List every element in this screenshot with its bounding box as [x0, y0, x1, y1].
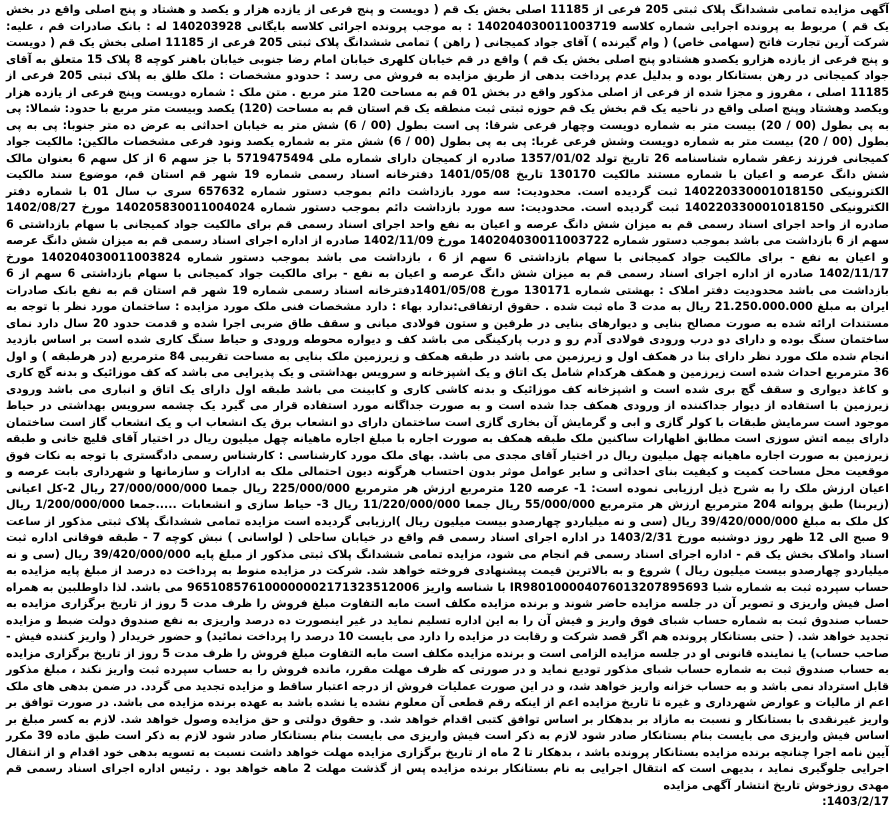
auction-notice-text: آگهی مزایده تمامی ششدانگ پلاک ثبتی 205 فرعی از 11185 اصلی بخش یک قم ( دویست و پنج فرعی از یازده هزار و یکصد و هشتاد و پنج اصلی واقع در بخش یک قم ) مربوط به پرونده اجرایی شماره کلاسه 140204030011003719 : به موجب پرونده اجرائی کلاسه بایگانی 140203928 له : بانک صادرات قم ، علیه: شرکت آرین تجارت فاتح (سهامی خاص) ( وام گیرنده ) آقای جواد کمیجانی ( راهن ) تمامی ششدانگ پلاک ثبتی 205 فرعی از 11185 اصلی بخش یک قم ( دویست و پنج فرعی از یازده هزارو یکصدو هشتادو پنج اصلی بخش یک قم ) واقع در قم خیابان کلهری خیابان امام رضا جنوبی خیابان باهنر کوچه 8 پلاک 15 متعلق به آقای جواد کمیجانی در رهن بستانکار بوده و بدلیل عدم پرداخت بدهی از طریق مزایده به فروش می رسد : حدودو مشخصات : ملک طلق به پلاک ثبتی 205 فرعی از 11185 اصلی ، مفروز و مجزا شده از فرعی از اصلی مذکور واقع در بخش 01 قم به مساحت 120 متر مربع . متن ملک : شماره دویست وپنج فرعی از یازده هزار ویکصد وهشتاد وپنج اصلی واقع در ناحیه یک قم بخش یک قم حوزه ثبتی ثبت منطقه یک قم استان قم به مساحت (120) یکصد وبیست متر مربع با حدود: شمالا: پی به پی بطول (00 / 20) بیست متر به شماره دویست وچهار فرعی شرقا: پی است بطول (00 / 6) شش متر به خیابان احداثی به عرض ده متر جنوبا: پی به پی بطول (00 / 20) بیست متر به شماره دویست وشش فرعی غربا: پی به پی بطول (00 / 6) شش متر به شماره یکصد ونود فرعی مشخصات مالکین: مالکیت جواد کمیجانی فرزند زعفر شماره شناسنامه 26 تاریخ تولد 1357/01/02 صادره از کمیجان دارای شماره ملی 5719475494 با جز سهم 6 از کل سهم 6 بعنوان مالک شش دانگ عرصه و اعیان با شماره مستند مالکیت 130170 تاریخ 1401/05/08 دفترخانه اسناد رسمی شماره 19 شهر قم استان قم، موضوع سند مالکیت الکترونیکی 140220330001018150 ثبت گردیده است. محدودیت: سه مورد بازداشت دائم بموجب دستور شماره 657632 سری ب سال 01 با شماره دفتر الکترونیکی 140220330001018150 ثبت گردیده است. محدودیت: سه مورد بازداشت دائم بموجب دستور شماره 140205830011004024 مورخ 1402/08/27 صادره از واحد اجرای اسناد رسمی قم به میزان شش دانگ عرصه و اعیان به نفع واحد اجرای اسناد رسمی قم برای مالکیت جواد کمیجانی با سهام بازداشتی 6 سهم از 6 بازداشت می باشد بموجب دستور شماره 140204030011003722 مورخ 1402/11/09 صادره از اداره اجرای اسناد رسمی قم به میزان شش دانگ عرصه و اعیان به نفع - برای مالکیت جواد کمیجانی با سهام بازداشتی 6 سهم از 6 ، بازداشت می باشد بموجب دستور شماره 140204030011003824 مورخ 1402/11/17 صادره از اداره اجرای اسناد رسمی قم به میزان شش دانگ عرصه و اعیان به نفع - برای مالکیت جواد کمیجانی با سهام بازداشتی 6 سهم از 6 بازداشت می باشد محدودیت دفتر املاک : بهشتی شماره 130171 مورخ 1401/05/08دفترخانه اسناد رسمی شماره 19 شهر قم استان قم به نفع بانک صادرات ایران به مبلغ 21.250.000.000 ریال به مدت 3 ماه ثبت شده . حقوق ارتفاقی:ندارد بهاء : دارد مشخصات فنی ملک مورد مزایده : ساختمان مورد نظر با توجه به مستندات ارائه شده به صورت مصالح بنایی و دیوارهای بنایی در طرفین و ستون فولادی میانی و سقف طاق ضربی اجرا شده و قدمت حدود 20 سال دارد نمای ساختمان سنگ بوده و دارای دو درب ورودی فولادی آدم رو و درب پارکینگی می باشد کف و دیواره محوطه ورودی و حیاط سنگ کاری شده است بر اساس بازدید انجام شده ملک مورد نظر دارای بنا در همکف اول و زیرزمین می باشد در طبقه همکف و زیرزمین ملک بنایی به مساحت تقریبی 84 مترمربع (در هرطبقه ) و اول 36 مترمربع احداث شده است زیرزمین و همکف هرکدام شامل یک اتاق و یک اشپزخانه و سرویس بهداشتی و یک پذیرایی می باشد که کف موزائیک و بدنه گچ کاری و کاغذ دیواری و سقف گچ بری شده است و اشپزخانه کف موزائیک و بدنه کاشی کاری و کابینت می باشد طبقه اول دارای یک اتاق و انباری می باشد ورودی زیرزمین با استفاده از دیوار جداکننده از ورودی همکف جدا شده است و به صورت جداگانه مورد استفاده قرار می گیرد یک چشمه سرویس بهداشتی در حیاط موجود است سرمایش طبقات با کولر گازی و ابی و گرمایش آن بخاری گازی است ساختمان دارای دو انشعاب برق یک انشعاب اب و یک انشعاب گاز است ساختمان دارای بیمه اتش سوزی است مطابق اظهارات ساکنین ملک طبقه همکف به صورت اجاره با مبلغ اجاره ماهیانه چهل میلیون ریال در اختیار آقای قلیچ خانی و طبقه زیرزمین به صورت اجاره ماهیانه چهل میلیون ریال در اختیار آقای مجدی می باشد. بهای ملک مورد کارشناسی : کارشناس رسمی دادگستری با توجه به نکات فوق موقعیت محل مساحت کمیت و کیفیت بنای احداثی و سایر عوامل موثر بدون احتساب هرگونه دیون احتمالی ملک به ادارات و سازمانها و شهرداری بابت عرصه و اعیان ارزش ملک را به شرح ذیل ارزیابی نموده است: 1- عرصه 120 مترمربع ارزش هر مترمربع 225/000/000 ریال جمعا 27/000/000/000 ریال 2-کل اعیانی (زیربنا) طبق پروانه 204 مترمربع ارزش هر مترمربع 55/000/000 ریال جمعا 11/220/000/000 ریال 3- حیاط سازی و انشعابات .....جمعا 1/200/000/000 ریال کل ملک به مبلغ 39/420/000/000 ریال (سی و نه میلیاردو چهارصدو بیست میلیون ریال )ارزیابی گردیده است مزایده تمامی ششدانگ پلاک ثبتی مذکور از ساعت 9 صبح الی 12 ظهر روز دوشنبه مورخ 1403/2/31 در اداره اجرای اسناد رسمی قم واقع در خیابان ساحلی ( لواسانی ) نبش کوچه 7 - طبقه فوقانی اداره ثبت اسناد واملاک بخش یک قم - اداره اجرای اسناد رسمی قم انجام می شود، مزایده تمامی ششدانگ پلاک ثبتی مذکور از مبلغ پایه 39/420/000/000 ریال (سی و نه میلیاردو چهارصدو بیست میلیون ریال ) شروع و به بالاترین قیمت پیشنهادی فروخته خواهد شد. شرکت در مزایده منوط به پرداخت ده درصد از مبلغ پایه مزایده به حساب سپرده ثبت به شماره شبا IR980100004076013207895693 با شناسه واریز 965108576100000002171323512006 می باشد. لذا داوطلبین به همراه اصل فیش واریزی و تصویر آن در جلسه مزایده حاضر شوند و برنده مزایده مکلف است مابه التفاوت مبلغ فروش را ظرف مدت 5 روز از تاریخ برگزاری مزایده به حساب صندوق ثبت به شماره حساب شبای فوق واریز و فیش آن را به این اداره تسلیم نماید در غیر اینصورت ده درصد واریزی به نفع صندوق دولت ضبط و مزایده تجدید خواهد شد. ( حتی بستانکار پرونده هم اگر قصد شرکت و رقابت در مزایده را دارد می بایست 10 درصد را پرداخت نمائید) و حضور خریدار ( واریز کننده فیش - صاحب حساب) یا نماینده قانونی او در جلسه مزایده الزامی است و برنده مزایده مکلف است مابه التفاوت مبلغ فروش را ظرف مدت 5 روز از تاریخ برگزاری مزایده به حساب صندوق ثبت به شماره حساب شبای مذکور تودیع نماید و در صورتی که ظرف مهلت مقرر، مانده فروش را به حساب سپرده ثبت واریز نکند ، مبلغ مذکور قابل استرداد نمی باشد و به حساب خزانه واریز خواهد شد، و در این صورت عملیات فروش از درجه اعتبار ساقط و مزایده تجدید می گردد. در ضمن بدهی های ملک اعم از مالیات و عوارض شهرداری و غیره تا تاریخ مزایده اعم از اینکه رقم قطعی آن معلوم نشده یا نشده باشد به عهده برنده مزایده می باشد. در صورت توافق بر واریز غیرنقدی با بستانکار و نسبت به مازاد بر بدهکار بر اساس توافق کتبی اقدام خواهد شد. و حقوق دولتی و حق مزایده وصول خواهد شد. لازم به کسر مبلغ بر اساس فیش واریزی می بایست بنام بستانکار صادر شود لازم به ذکر است فیش واریزی می بایست بنام بستانکار صادر شود لازم به ذکر است طبق ماده 39 مکرر آیین نامه اجرا چنانچه برنده مزایده بستانکار پرونده باشد ، بدهکار تا 2 ماه از تاریخ برگزاری مزایده مهلت خواهد داشت نسبت به تسویه بدهی خود اقدام و از انتقال اجرایی جلوگیری نماید ، بدیهی است که انتقال اجرایی به نام بستانکار برنده مزایده پس از گذشت مهلت 2 ماهه خواهد بود . رئیس اداره اجرای اسناد رسمی قم مهدی روزخوش تاریخ انتشار آگهی مزایده [6, 3, 890, 792]
publish-date: 1403/2/17: [822, 795, 889, 808]
